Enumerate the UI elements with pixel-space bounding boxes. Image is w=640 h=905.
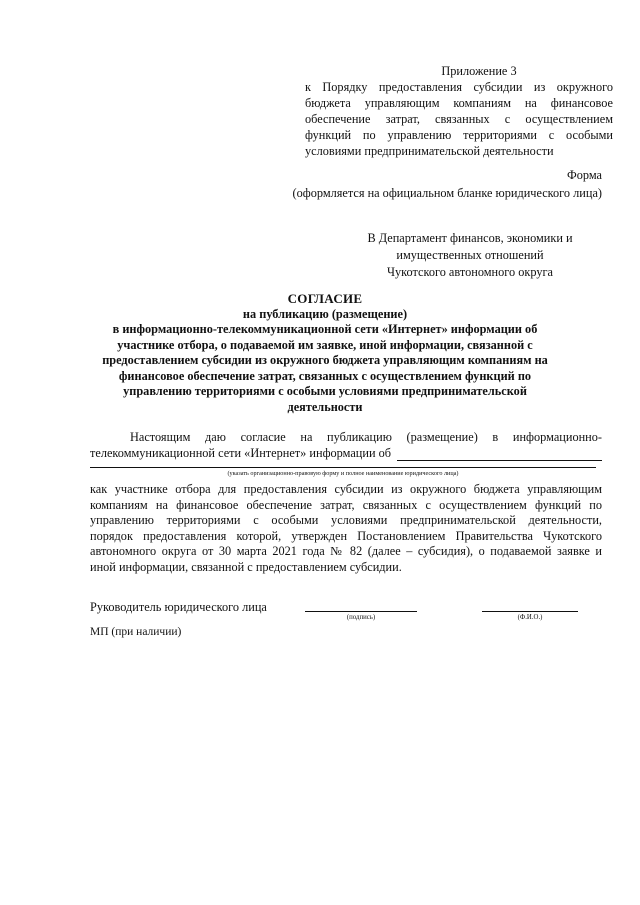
- appendix-line: обеспечение затрат, связанных с осуществлением: [305, 112, 613, 126]
- consent-line-with-blank: [90, 446, 602, 462]
- appendix-title: Приложение 3: [441, 64, 517, 78]
- consent-line: Настоящим даю согласие на публикацию (размещение) в информационно-: [130, 430, 602, 444]
- org-name-hint: (указать организационно-правовую форму и полное наименование юридического лица): [227, 470, 459, 477]
- addressee-block: [350, 230, 590, 281]
- appendix-body: [305, 79, 613, 159]
- heading-line: деятельности: [287, 399, 363, 414]
- full-name-line[interactable]: [482, 611, 578, 612]
- document-heading: [90, 291, 560, 415]
- heading-line: в информационно-телекоммуникационной сети «Интернет» информации об: [112, 322, 538, 336]
- appendix-line: условиями предпринимательской деятельности: [305, 144, 554, 158]
- heading-line: предоставлением субсидии из окружного бюджета управляющим компаниям на: [102, 353, 548, 367]
- signatory-label: Руководитель юридического лица: [90, 600, 267, 614]
- heading-line: на публикацию (размещение): [242, 306, 408, 321]
- consent-line: телекоммуникационной сети «Интернет» информации об: [90, 445, 392, 460]
- signature-line[interactable]: [305, 611, 417, 612]
- consent-line: иной информации, связанной с предоставлением субсидии.: [90, 559, 402, 574]
- heading-line: участнике отбора, о подаваемой им заявке, иной информации, связанной с: [117, 337, 533, 352]
- org-name-blank[interactable]: [397, 448, 602, 461]
- consent-paragraph-body: [90, 482, 602, 575]
- signature-caption: (подпись): [346, 614, 376, 621]
- heading-title: СОГЛАСИЕ: [287, 291, 363, 306]
- appendix-block: [305, 63, 613, 159]
- form-label: Форма: [567, 168, 602, 182]
- appendix-line: функций по управлению территориями с особыми: [305, 128, 613, 142]
- addressee-line: имущественных отношений: [396, 248, 544, 262]
- org-name-line[interactable]: [90, 467, 596, 468]
- heading-line: финансовое обеспечение затрат, связанных с осуществлением функций по: [118, 368, 532, 383]
- consent-line: автономного округа от 30 марта 2021 года № 82 (далее – субсидия), о подаваемой заявке и: [90, 544, 602, 558]
- form-note: (оформляется на официальном бланке юридического лица): [292, 186, 602, 200]
- heading-line: управлению территориями с особыми условиями предпринимательской: [123, 384, 527, 398]
- addressee-line: В Департамент финансов, экономики и: [367, 231, 573, 245]
- full-name-caption: (Ф.И.О.): [517, 614, 543, 621]
- stamp-label: МП (при наличии): [90, 626, 182, 638]
- addressee-line: Чукотского автономного округа: [387, 265, 553, 279]
- consent-line: порядок предоставления которой, утвержден Постановлением Правительства Чукотского: [90, 528, 602, 543]
- appendix-line: бюджета управляющим компаниям на финансовое: [305, 96, 613, 110]
- consent-line: управлению территориями с особыми условиями предпринимательской деятельности,: [90, 513, 602, 527]
- consent-line: как участнике отбора для предоставления субсидии из окружного бюджета управляющим: [90, 482, 602, 496]
- appendix-line: к Порядку предоставления субсидии из окружного: [305, 80, 613, 94]
- consent-line: компаниям на финансовое обеспечение затрат, связанных с осуществлением функций по: [90, 497, 602, 512]
- consent-paragraph-intro: [90, 430, 602, 461]
